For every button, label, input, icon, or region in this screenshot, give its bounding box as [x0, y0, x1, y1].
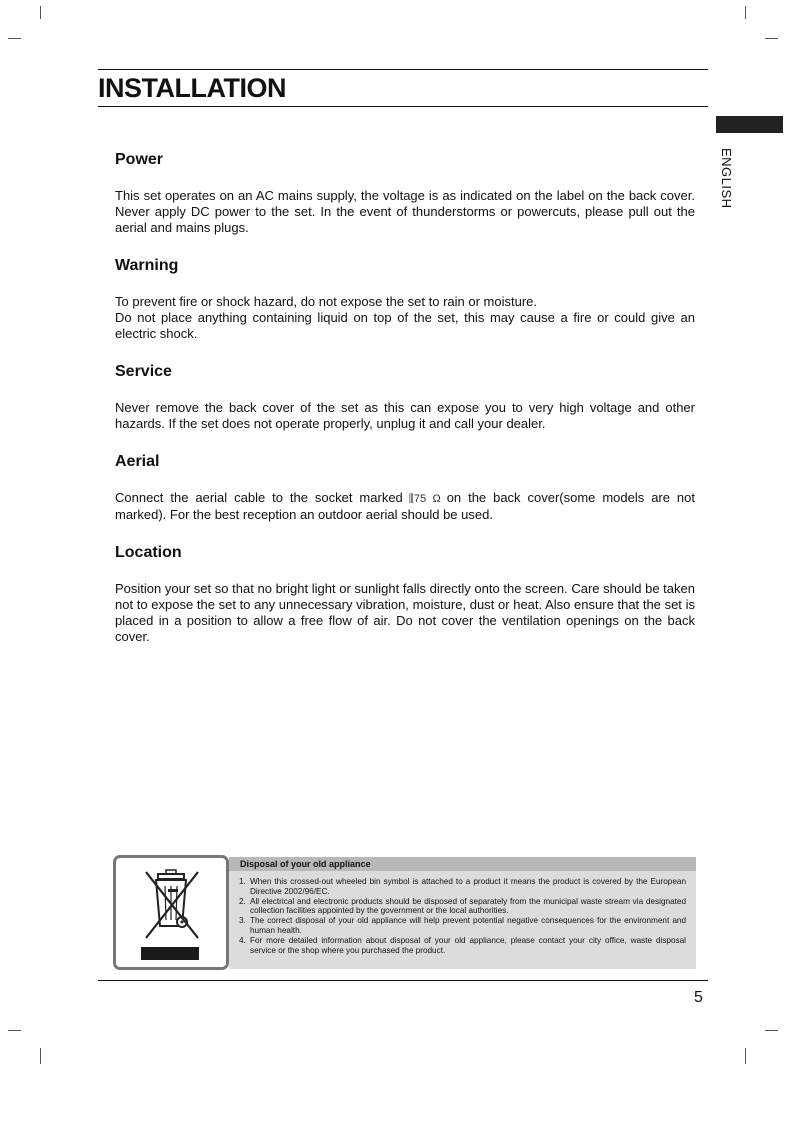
section-body: Position your set so that no bright light or sunlight falls directly onto the screen. Care should be taken not to expose the set to any unnecessary vibration, moisture, dust or heat. Also ensure that the set is placed in a position to allow a free flow of air. Do not cover the ventilation openings on the back cover. — [115, 581, 695, 644]
section-heading: Warning — [115, 257, 179, 274]
section-body: Never remove the back cover of the set as this can expose you to very high voltage and other hazards. If the set does not operate properly, unplug it and call your dealer. — [115, 400, 695, 431]
section-heading: Power — [115, 151, 164, 168]
crop-mark — [745, 6, 746, 19]
main-content — [115, 150, 695, 665]
footer-rule — [98, 980, 708, 981]
section-body: This set operates on an AC mains supply, the voltage is as indicated on the label on the back cover. Never apply DC power to the set. In the event of thunderstorms or powercuts, please pull out the aerial and mains plugs. — [115, 188, 695, 235]
list-item — [239, 877, 686, 897]
section-body-line: Do not place anything containing liquid on top of the set, this may cause a fire or could give an electric shock. — [115, 310, 695, 341]
crop-mark — [8, 38, 21, 39]
language-tab-marker — [716, 116, 783, 133]
section-location — [115, 543, 695, 645]
disposal-list — [239, 877, 686, 955]
section-aerial — [115, 452, 695, 523]
crossed-out-wheeled-bin-icon — [116, 858, 226, 967]
crop-mark — [40, 1048, 41, 1064]
disposal-icon-box — [113, 855, 229, 970]
aerial-socket-symbol: ⫼75 Ω — [408, 493, 441, 505]
page-title: INSTALLATION — [98, 73, 286, 103]
section-heading: Service — [115, 363, 172, 380]
header-rule-top — [98, 69, 708, 70]
list-item — [239, 897, 686, 917]
list-item-number: 4. — [239, 935, 246, 945]
disposal-title: Disposal of your old appliance — [229, 857, 696, 871]
crop-mark — [8, 1030, 21, 1031]
disposal-info-panel — [229, 857, 696, 969]
list-item — [239, 916, 686, 936]
crop-mark — [765, 38, 778, 39]
aerial-text-after: on the back cover(some models are not marked). For the best reception an outdoor aerial should be used. — [115, 490, 695, 522]
section-body — [115, 490, 695, 523]
list-item — [239, 936, 686, 956]
section-service — [115, 362, 695, 432]
list-item-number: 3. — [239, 916, 246, 926]
section-heading: Aerial — [115, 453, 160, 470]
list-item-text: When this crossed-out wheeled bin symbol is attached to a product it means the product is covered by the European Directive 2002/96/EC. — [250, 877, 686, 896]
list-item-number: 1. — [239, 877, 246, 886]
crop-mark — [765, 1030, 778, 1031]
header-rule-bottom — [98, 106, 708, 107]
page-number: 5 — [694, 989, 703, 1006]
list-item-text: For more detailed information about disposal of your old appliance, please contact your city office, waste disposal service or the shop where you purchased the product. — [250, 935, 686, 955]
crop-mark — [40, 6, 41, 19]
list-item-text: The correct disposal of your old appliance will help prevent potential negative consequences for the environment and human health. — [250, 916, 686, 935]
list-item-number: 2. — [239, 896, 246, 906]
section-body-line: To prevent fire or shock hazard, do not expose the set to rain or moisture. — [115, 294, 537, 309]
list-item-text: All electrical and electronic products should be disposed of separately from the municipal waste stream via designated collection facilities appointed by the government or the local authorities. — [250, 896, 686, 916]
crop-mark — [745, 1048, 746, 1064]
section-heading: Location — [115, 544, 182, 561]
section-warning — [115, 256, 695, 342]
aerial-text-before: Connect the aerial cable to the socket marked — [115, 490, 403, 505]
section-power — [115, 150, 695, 236]
language-label: ENGLISH — [719, 148, 734, 209]
